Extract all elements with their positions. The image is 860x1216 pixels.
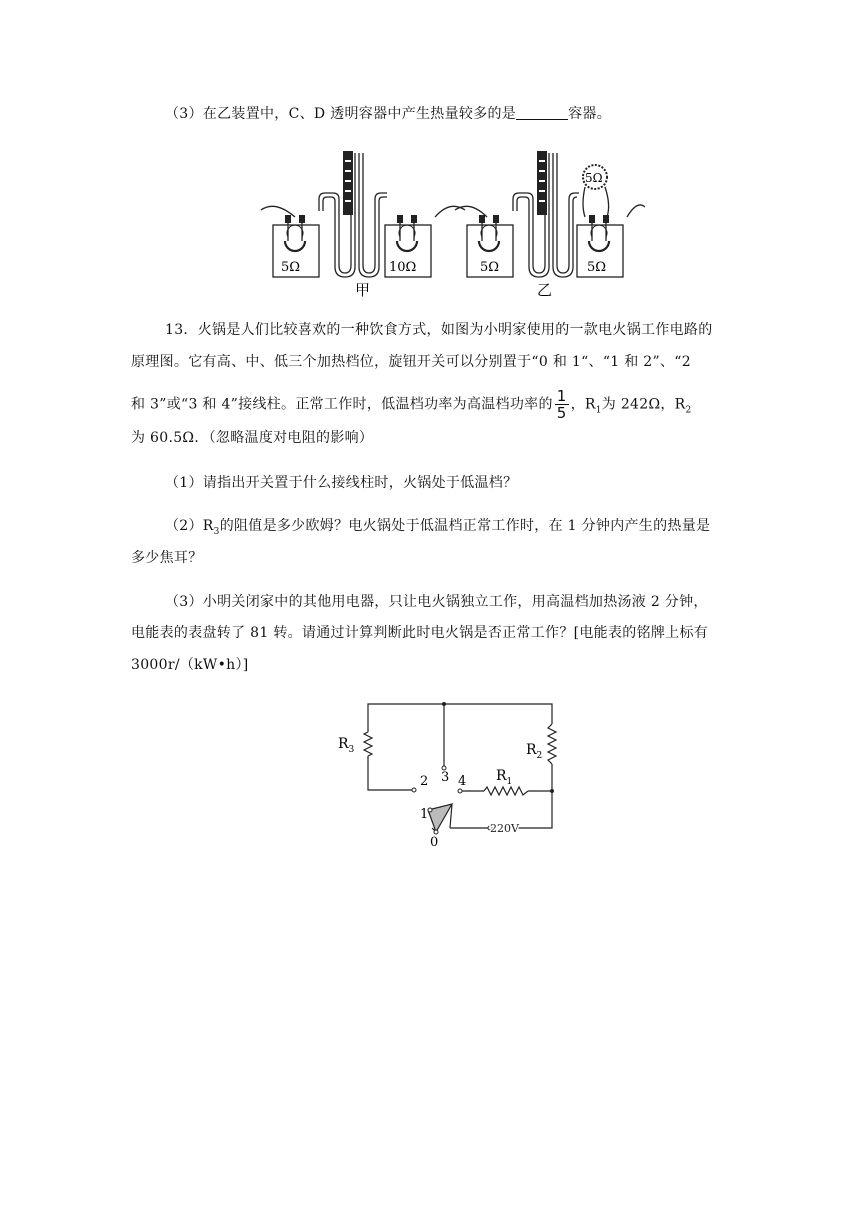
r3-label: $R_3$ xyxy=(338,736,355,755)
q13-part2-start: （2）R xyxy=(165,518,214,534)
q13-part3-line1: （3）小明关闭家中的其他用电器，只让电火锅独立工作，用高温档加热汤液 2 分钟， xyxy=(165,594,708,610)
q13-line1: 13．火锅是人们比较喜欢的一种饮食方式，如图为小明家使用的一款电火锅工作电路的 xyxy=(165,322,713,338)
r1-label: $R_1$ xyxy=(496,768,513,787)
q13-part2-line2: 多少焦耳？ xyxy=(131,550,203,566)
jia-left-resistance: 5Ω xyxy=(281,260,301,275)
fraction-denominator: 5 xyxy=(556,404,567,422)
terminal-1: 1 xyxy=(420,807,429,822)
jia-right-resistance: 10Ω xyxy=(389,260,417,275)
joule-heating-apparatus-figure xyxy=(255,145,645,305)
q12-part3 xyxy=(165,104,611,124)
q13-line2: 原理图。它有高、中、低三个加热档位，旋钮开关可以分别置于“0 和 1“、“1 和 2”、“2 xyxy=(131,354,691,370)
terminal-3: 3 xyxy=(441,770,450,785)
hotpot-circuit-diagram xyxy=(330,694,570,854)
yi-label: 乙 xyxy=(537,281,553,299)
q13-line3-r1: ，R xyxy=(570,396,596,413)
q13-line3-mid: 为 242Ω，R xyxy=(601,396,686,413)
yi-left-resistance: 5Ω xyxy=(480,260,500,275)
terminal-4: 4 xyxy=(458,774,467,789)
terminal-2: 2 xyxy=(420,774,429,789)
terminal-0: 0 xyxy=(430,835,439,850)
r2-subscript: 2 xyxy=(685,405,692,416)
r3-subscript: 3 xyxy=(213,526,220,537)
fraction-numerator: 1 xyxy=(556,387,567,405)
q13-part1: （1）请指出开关置于什么接线柱时，火锅处于低温档？ xyxy=(165,475,518,491)
q13-line3-start: 和 3”或“3 和 4”接线柱。正常工作时，低温档功率为高温档功率的 xyxy=(131,396,553,413)
answer-blank[interactable] xyxy=(516,105,568,120)
q13-line4: 为 60.5Ω．（忽略温度对电阻的影响） xyxy=(131,430,374,446)
supply-voltage: 220V xyxy=(490,822,519,835)
q13-part2 xyxy=(165,516,710,542)
yi-right-resistance: 5Ω xyxy=(587,260,607,275)
q12-part3-text: （3）在乙装置中，C、D 透明容器中产生热量较多的是 xyxy=(165,106,517,122)
r2-label: $R_2$ xyxy=(526,742,543,761)
fraction-one-fifth xyxy=(555,388,569,421)
yi-top-resistance: 5Ω xyxy=(585,171,603,185)
q13-line3 xyxy=(131,388,692,421)
jia-label: 甲 xyxy=(355,281,371,299)
q13-part2-rest: 的阻值是多少欧姆？电火锅处于低温档正常工作时，在 1 分钟内产生的热量是 xyxy=(219,518,711,534)
q13-part3-line2: 电能表的表盘转了 81 转。请通过计算判断此时电火锅是否正常工作？[电能表的铭牌上标有 xyxy=(131,625,709,641)
r1-subscript: 1 xyxy=(595,405,602,416)
q13-part3-line3: 3000r/（kW•h）] xyxy=(131,657,249,673)
q12-part3-suffix: 容器。 xyxy=(568,106,611,122)
